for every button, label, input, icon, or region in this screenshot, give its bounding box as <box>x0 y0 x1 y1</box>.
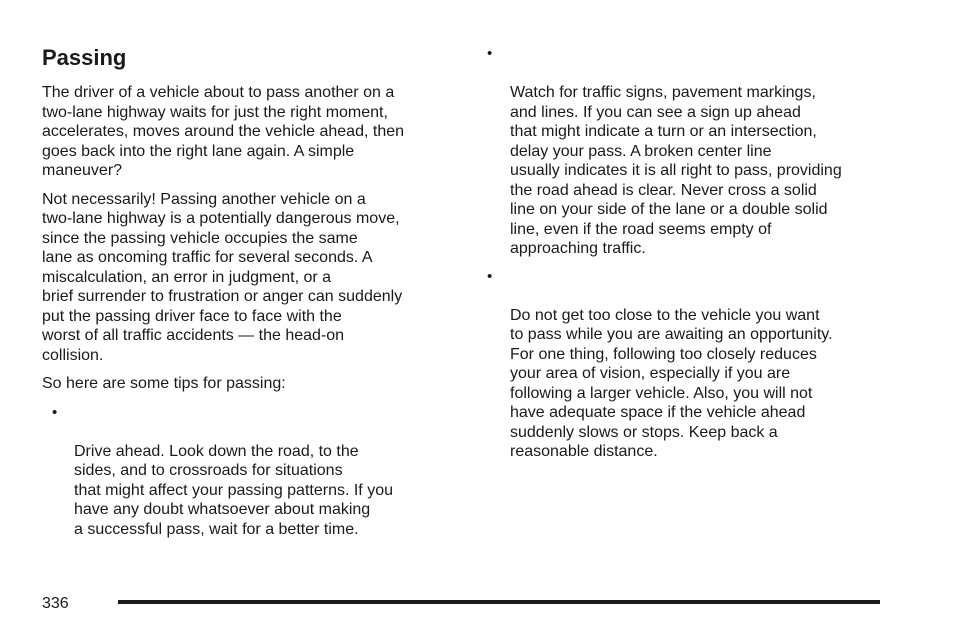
bullet-text: Do not get too close to the vehicle you want to pass while you are awaiting an opportunity. For one thing, following too closely reduces your area of vision, especially if you are following a larger vehicle. Also, you will not have adequate space if the vehicle ahead suddenly slows or stops. Keep back a reasonable distance. <box>510 306 833 460</box>
section-heading: Passing <box>42 45 127 70</box>
page-number: 336 <box>42 595 69 612</box>
bullet-icon: • <box>487 45 493 62</box>
tips-intro-paragraph: So here are some tips for passing: <box>42 375 286 392</box>
left-column <box>42 44 452 547</box>
bullet-text: Watch for traffic signs, pavement markings, and lines. If you can see a sign up ahead that might indicate a turn or an intersection, delay your pass. A broken center line usually indicates it is all right to pass, providing the road ahead is clear. Never cross a solid line on your side of the lane or a double solid line, even if the road seems empty of approaching traffic. <box>510 84 842 257</box>
right-column <box>486 44 886 470</box>
bullet-text: Drive ahead. Look down the road, to the sides, and to crossroads for situations that might affect your passing patterns. If you have any doubt whatsoever about making a successful pass, wait for a better time. <box>74 442 393 538</box>
warning-paragraph: Not necessarily! Passing another vehicle on a two-lane highway is a potentially dangerous move, since the passing vehicle occupies the same lane as oncoming traffic for several seconds. A miscalculation, an error in judgment, or a brief surrender to frustration or anger can suddenly put the passing driver face to face with the worst of all traffic accidents — the head-on collision. <box>42 190 403 364</box>
bullet-icon: • <box>487 267 493 285</box>
footer-divider <box>118 600 880 604</box>
intro-paragraph: The driver of a vehicle about to pass another on a two-lane highway waits for just the right moment, accelerates, moves around the vehicle ahead, then goes back into the right lane again. A simple maneuver? <box>42 84 405 179</box>
bullet-icon: • <box>52 403 58 421</box>
list-item <box>486 44 886 259</box>
left-bullet-list <box>42 403 452 540</box>
right-bullet-list <box>486 44 886 462</box>
list-item <box>42 403 452 540</box>
list-item <box>486 267 886 462</box>
